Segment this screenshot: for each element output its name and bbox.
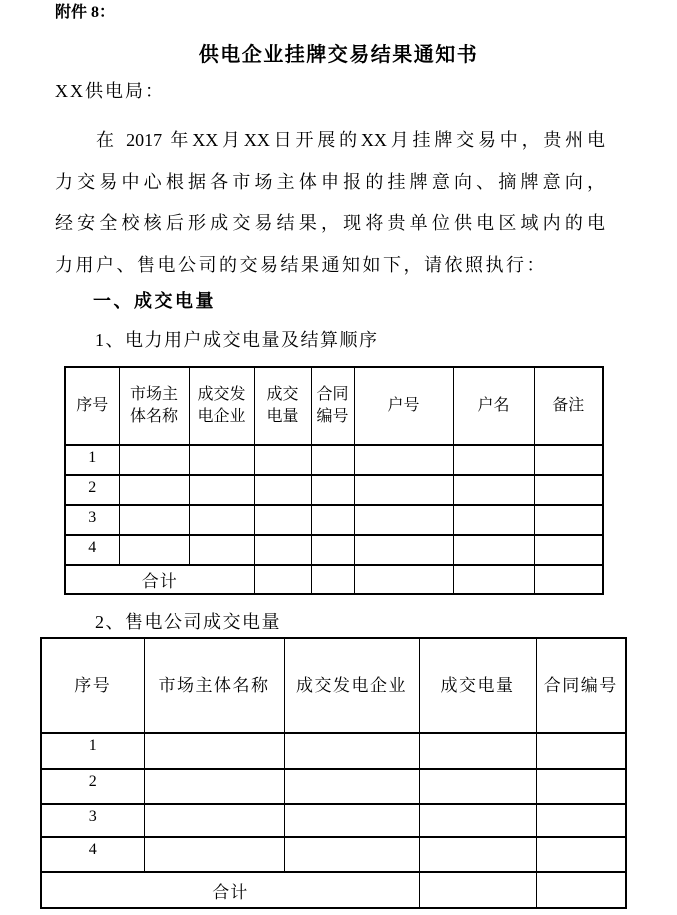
t2-header-market-entity: 市场主体名称 bbox=[144, 638, 284, 733]
paragraph-line: 经安全校核后形成交易结果，现将贵单位供电区域内的电 bbox=[55, 213, 605, 233]
empty-cell bbox=[453, 535, 534, 565]
empty-cell bbox=[144, 837, 284, 872]
empty-cell bbox=[189, 475, 254, 505]
empty-cell bbox=[119, 475, 189, 505]
t1-total-label: 合计 bbox=[65, 565, 254, 594]
paragraph-line: 在 2017 年XX月XX日开展的XX月挂牌交易中，贵州电 bbox=[96, 130, 605, 150]
t2-row-number: 2 bbox=[41, 769, 144, 804]
empty-cell bbox=[311, 505, 354, 535]
empty-cell bbox=[254, 445, 311, 475]
empty-cell bbox=[254, 565, 311, 594]
t2-total-label: 合计 bbox=[41, 872, 419, 908]
empty-cell bbox=[419, 837, 536, 872]
salutation: XX供电局： bbox=[55, 81, 165, 101]
t1-row-number: 2 bbox=[65, 475, 119, 505]
t2-header-contract-no: 合同编号 bbox=[536, 638, 626, 733]
empty-cell bbox=[254, 475, 311, 505]
paragraph-line: 力用户、售电公司的交易结果通知如下，请依照执行： bbox=[55, 254, 547, 275]
t1-header-gen-enterprise: 成交发电企业 bbox=[189, 367, 254, 445]
empty-cell bbox=[453, 445, 534, 475]
t1-row-number: 3 bbox=[65, 505, 119, 535]
empty-cell bbox=[254, 505, 311, 535]
empty-cell bbox=[419, 872, 536, 908]
t1-row-number: 1 bbox=[65, 445, 119, 475]
t1-header-remarks: 备注 bbox=[534, 367, 603, 445]
body-paragraph bbox=[55, 120, 605, 286]
t1-header-traded-volume: 成交电量 bbox=[254, 367, 311, 445]
empty-cell bbox=[354, 565, 453, 594]
t1-header-seq: 序号 bbox=[65, 367, 119, 445]
empty-cell bbox=[144, 733, 284, 769]
t2-row-number: 4 bbox=[41, 837, 144, 872]
empty-cell bbox=[419, 733, 536, 769]
t1-header-account-no: 户号 bbox=[354, 367, 453, 445]
empty-cell bbox=[284, 804, 419, 837]
empty-cell bbox=[189, 445, 254, 475]
empty-cell bbox=[119, 535, 189, 565]
empty-cell bbox=[534, 535, 603, 565]
paragraph-line: 力交易中心根据各市场主体申报的挂牌意向、摘牌意向， bbox=[55, 171, 605, 192]
t2-row-number: 1 bbox=[41, 733, 144, 769]
empty-cell bbox=[119, 505, 189, 535]
empty-cell bbox=[189, 535, 254, 565]
t1-header-contract-no: 合同编号 bbox=[311, 367, 354, 445]
t2-header-gen-enterprise: 成交发电企业 bbox=[284, 638, 419, 733]
subsection-heading-retail-companies: 2、售电公司成交电量 bbox=[95, 612, 281, 632]
empty-cell bbox=[536, 804, 626, 837]
empty-cell bbox=[311, 535, 354, 565]
empty-cell bbox=[536, 769, 626, 804]
t2-header-seq: 序号 bbox=[41, 638, 144, 733]
section-heading-volume: 一、成交电量 bbox=[93, 291, 216, 311]
empty-cell bbox=[284, 769, 419, 804]
empty-cell bbox=[354, 505, 453, 535]
empty-cell bbox=[354, 535, 453, 565]
empty-cell bbox=[534, 475, 603, 505]
empty-cell bbox=[144, 769, 284, 804]
empty-cell bbox=[254, 535, 311, 565]
empty-cell bbox=[534, 505, 603, 535]
empty-cell bbox=[284, 733, 419, 769]
table-retail-company-results bbox=[40, 637, 627, 909]
empty-cell bbox=[311, 475, 354, 505]
empty-cell bbox=[453, 565, 534, 594]
t1-header-market-entity: 市场主体名称 bbox=[119, 367, 189, 445]
empty-cell bbox=[144, 804, 284, 837]
empty-cell bbox=[453, 505, 534, 535]
empty-cell bbox=[419, 804, 536, 837]
empty-cell bbox=[189, 505, 254, 535]
empty-cell bbox=[354, 475, 453, 505]
t2-header-traded-volume: 成交电量 bbox=[419, 638, 536, 733]
t1-row-number: 4 bbox=[65, 535, 119, 565]
empty-cell bbox=[311, 445, 354, 475]
empty-cell bbox=[119, 445, 189, 475]
empty-cell bbox=[453, 475, 534, 505]
empty-cell bbox=[536, 733, 626, 769]
attachment-label: 附件 8： bbox=[55, 4, 116, 21]
empty-cell bbox=[419, 769, 536, 804]
empty-cell bbox=[536, 837, 626, 872]
empty-cell bbox=[534, 565, 603, 594]
empty-cell bbox=[311, 565, 354, 594]
document-title: 供电企业挂牌交易结果通知书 bbox=[198, 44, 479, 66]
empty-cell bbox=[354, 445, 453, 475]
table-power-user-results bbox=[64, 366, 604, 595]
subsection-heading-power-users: 1、电力用户成交电量及结算顺序 bbox=[95, 330, 379, 350]
t1-header-account-name: 户名 bbox=[453, 367, 534, 445]
t2-row-number: 3 bbox=[41, 804, 144, 837]
empty-cell bbox=[284, 837, 419, 872]
empty-cell bbox=[536, 872, 626, 908]
empty-cell bbox=[534, 445, 603, 475]
